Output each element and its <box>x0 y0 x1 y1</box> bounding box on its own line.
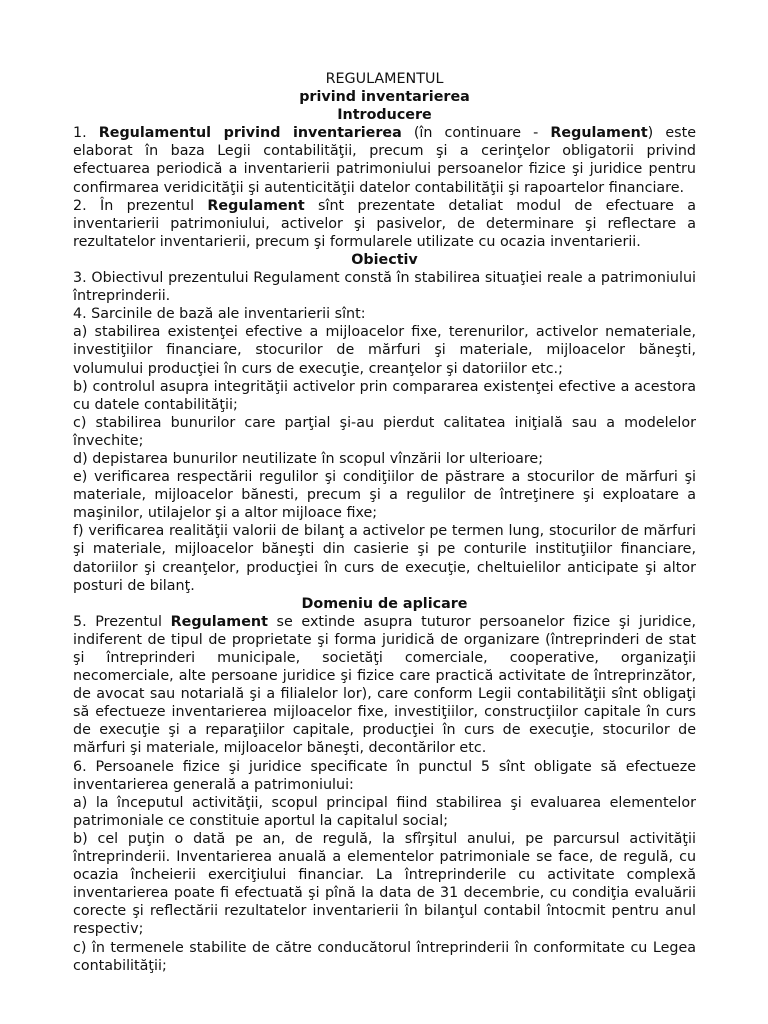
text-span: 5. Prezentul <box>73 613 171 630</box>
bold-term: Regulament <box>170 613 268 630</box>
list-item-6b: b) cel puţin o dată pe an, de regulă, la sfîrşitul anului, pe parcursul activităţii întreprinderii. Inventarierea anuală a elementelor patrimoniale se face, de regulă, cu ocazia încheierii exerciţiului financiar. La întreprinderile cu activitate complexă inventarierea poate fi efectuată şi pînă la data de 31 decembrie, cu condiţia evaluării corecte şi reflectării rezultatelor inventarierii în bilanţul contabil întocmit pentru anul respectiv; <box>73 830 696 938</box>
bold-term: Regulamentul privind inventarierea <box>98 125 402 142</box>
paragraph-6: 6. Persoanele fizice şi juridice specificate în punctul 5 sînt obligate să efectueze inventarierea generală a patrimoniului: <box>73 758 696 793</box>
text-span: (în continuare - <box>401 125 551 142</box>
text-span: sînt prezentate detaliat modul de efectuare a inventarierii patrimoniului, activelor şi pasivelor, de determinare şi reflectare a rezultatelor inventarierii, precum şi formularele utilizate cu ocazia inventarierii. <box>73 197 696 250</box>
paragraph-4: 4. Sarcinile de bază ale inventarierii sînt: <box>73 306 366 323</box>
paragraph-5 <box>73 613 696 758</box>
text-span: 2. În prezentul <box>73 197 208 214</box>
list-item-4e: e) verificarea respectării regulilor şi condiţiilor de păstrare a stocurilor de mărfuri şi materiale, mijloacelor bănesti, precum şi a regulilor de întreţinere şi exploatare a maşinilor, utilajelor şi a altor mijloace fixe; <box>73 469 696 522</box>
list-item-6c: c) în termenele stabilite de către conducătorul întreprinderii în conformitate cu Legea contabilităţii; <box>73 939 696 974</box>
document-title: REGULAMENTUL <box>325 71 444 87</box>
text-span: ) este elaborat în baza Legii contabilităţii, precum şi a cerinţelor obligatorii privind efectuarea periodică a inventarierii patrimoniului persoanelor fizice şi juridice pentru confirmarea veridicităţii şi autenticităţii datelor contabilităţii şi rapoartelor financiare. <box>73 125 696 196</box>
list-item-4d: d) depistarea bunurilor neutilizate în scopul vînzării lor ulterioare; <box>73 450 544 467</box>
paragraph-2 <box>73 197 696 251</box>
paragraph-3: 3. Obiectivul prezentului Regulament constă în stabilirea situaţiei reale a patrimoniului întreprinderii. <box>73 270 696 305</box>
text-span: se extinde asupra tuturor persoanelor fizice şi juridice, indiferent de tipul de proprietate şi forma juridică de organizare (întreprinderi de stat şi întreprinderi municipale, societăţi comerciale, cooperative, organizaţii necomerciale, alte persoane juridice şi fizice care practică activitate de întreprinzător, de avocat sau notarială şi a filialelor lor), care conform Legii contabilităţii sînt obligaţi să efectueze inventarierea mijloacelor fixe, investiţiilor, construcţiilor capitale în curs de execuţie şi a reparaţiilor capitale, producţiei în curs de execuţie, stocurilor de mărfuri şi materiale, mijloacelor băneşti, decontărilor etc. <box>73 613 696 757</box>
bold-term: Regulament <box>550 125 648 142</box>
section-heading-scope: Domeniu de aplicare <box>301 595 468 612</box>
paragraph-1 <box>73 124 696 196</box>
list-item-4c: c) stabilirea bunurilor care parţial şi-au pierdut calitatea iniţială sau a modelelor învechite; <box>73 414 696 449</box>
document-subtitle: privind inventarierea <box>299 89 470 106</box>
list-item-4f: f) verificarea realităţii valorii de bilanţ a activelor pe termen lung, stocurilor de mărfuri şi materiale, mijloacelor băneşti din casierie şi pe conturile instituţiilor financiare, datoriilor şi creanţelor, producţiei în curs de execuţie, cheltuielilor anticipate şi altor posturi de bilanţ. <box>73 523 696 594</box>
section-heading-objective: Obiectiv <box>351 251 418 268</box>
list-item-4a: a) stabilirea existenţei efective a mijloacelor fixe, terenurilor, activelor nemateriale, investiţiilor financiare, stocurilor de mărfuri şi materiale, mijloacelor băneşti, volumului producţiei în curs de execuţie, creanţelor şi datoriilor etc.; <box>73 324 696 377</box>
list-item-6a: a) la începutul activităţii, scopul principal fiind stabilirea şi evaluarea elementelor patrimoniale ce constituie aportul la capitalul social; <box>73 794 696 829</box>
list-item-4b: b) controlul asupra integrităţii activelor prin compararea existenţei efective a acestora cu datele contabilităţii; <box>73 378 696 413</box>
paragraph-number: 1. <box>73 125 99 142</box>
section-heading-introduction: Introducere <box>337 107 432 124</box>
bold-term: Regulament <box>207 197 305 214</box>
